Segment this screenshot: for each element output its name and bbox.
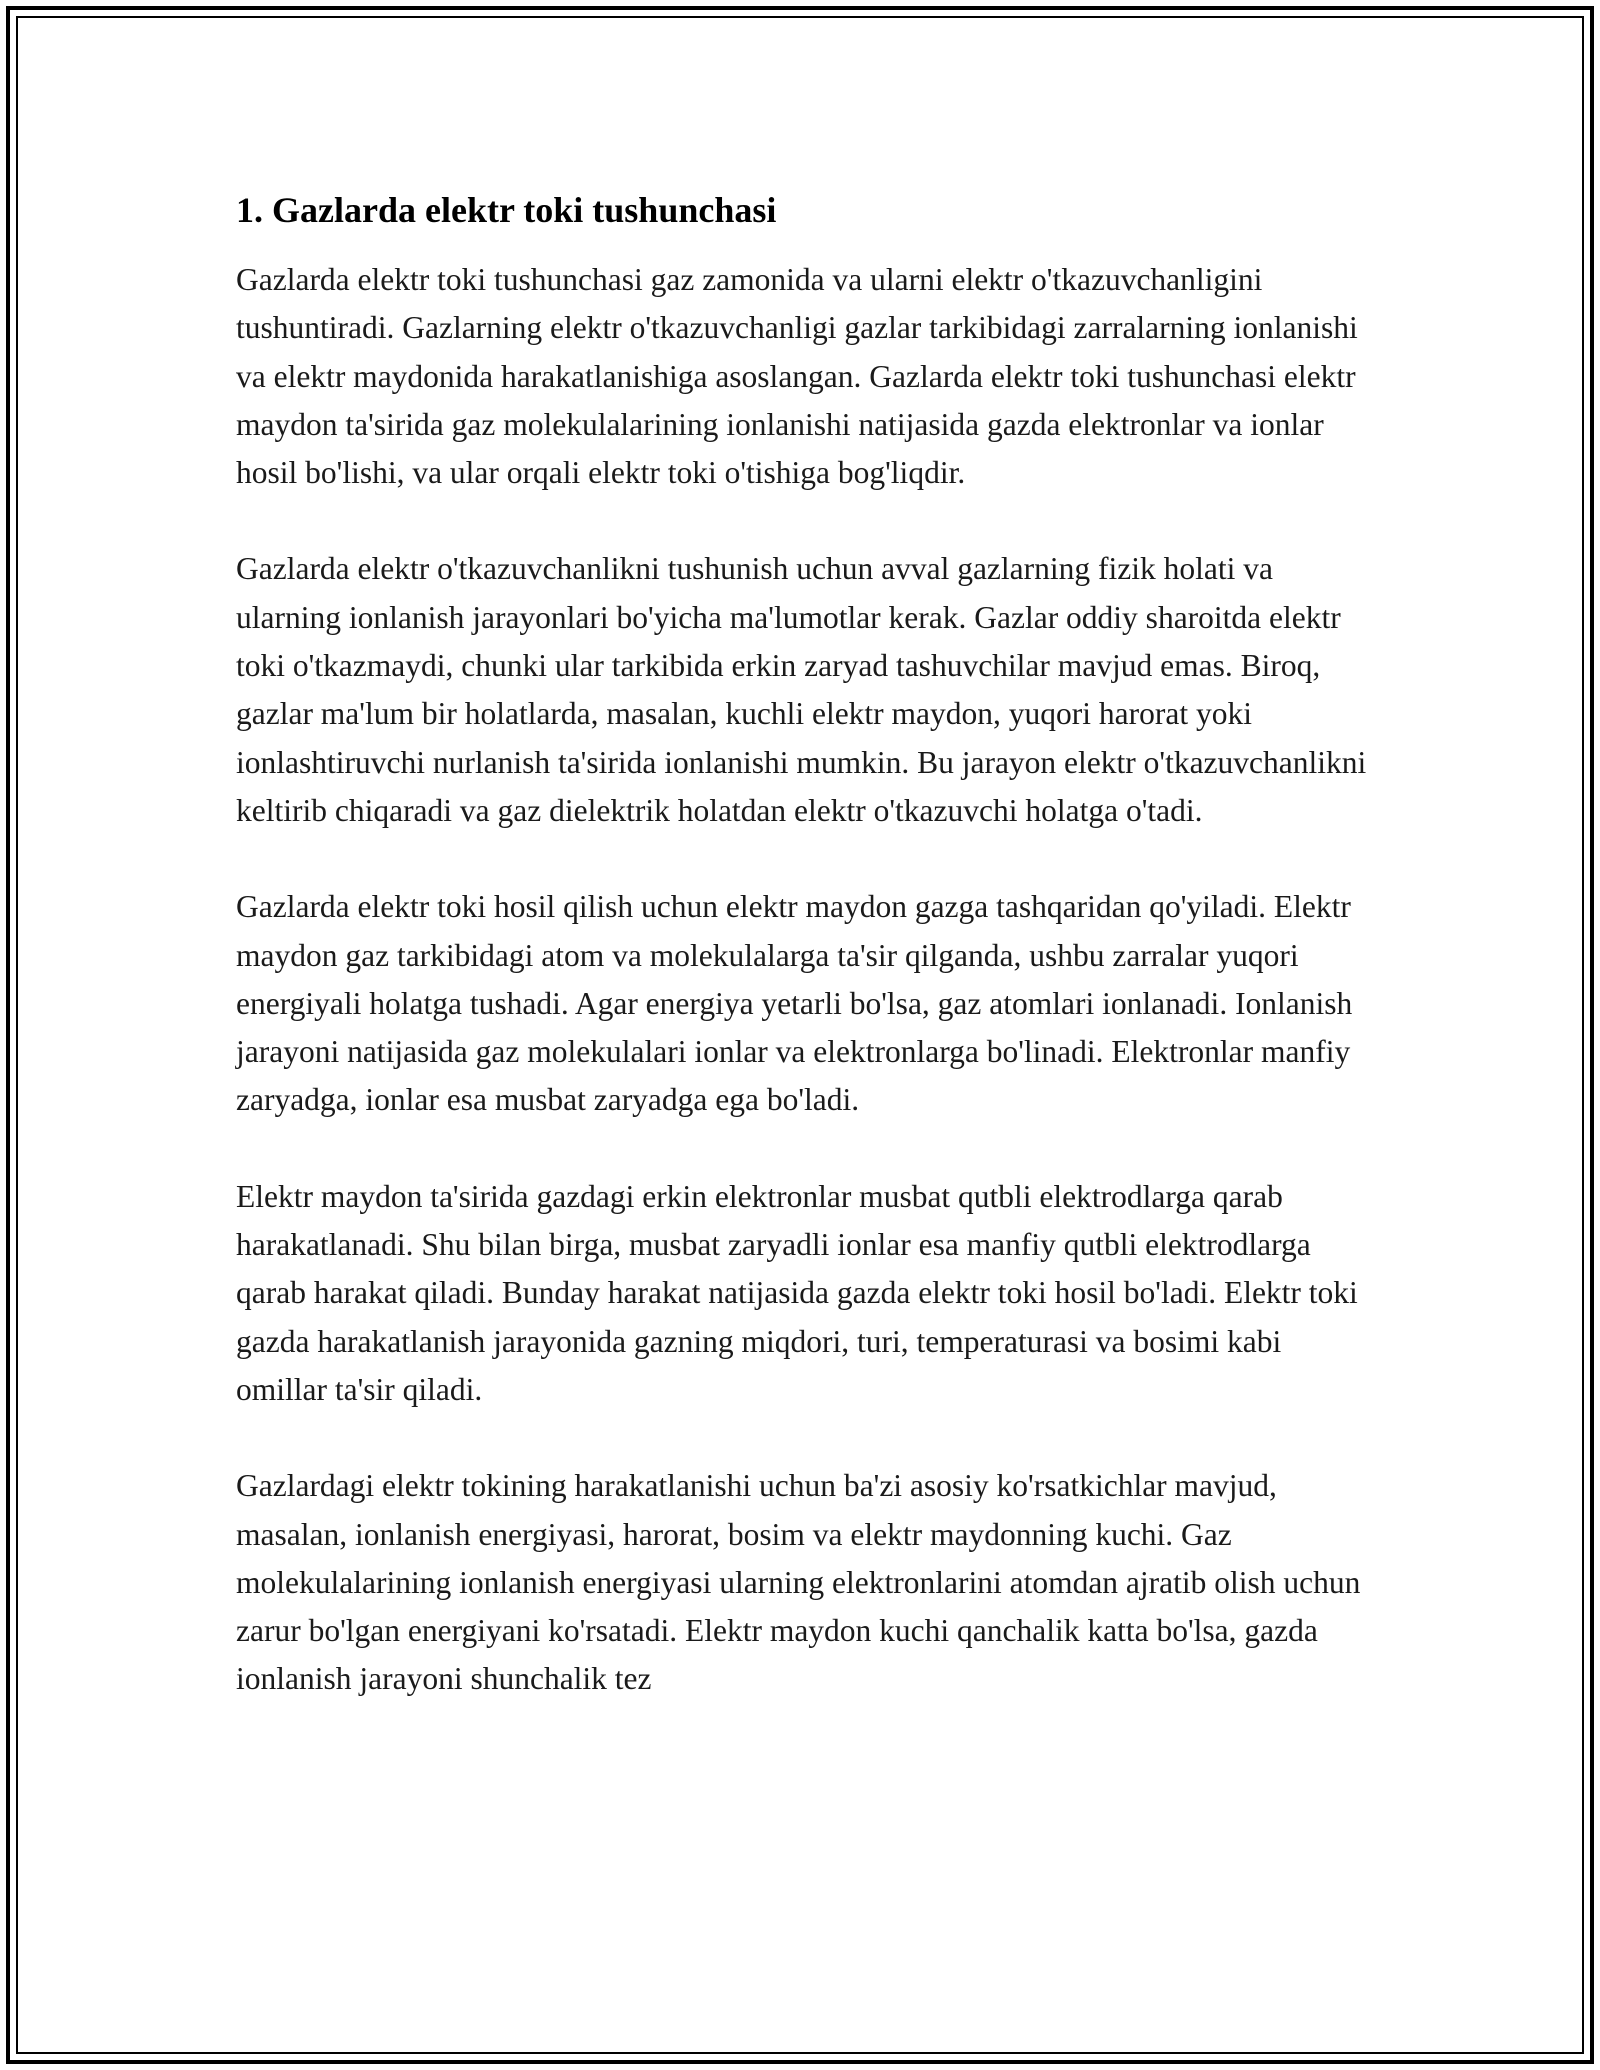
document-body — [236, 186, 1372, 1752]
paragraph-3: Gazlarda elektr toki hosil qilish uchun elektr maydon gazga tashqaridan qo'yiladi. Elektr maydon gaz tarkibidagi atom va molekulalarga ta'sir qilganda, ushbu zarralar yuqori energiyali holatga tushadi. Agar energiya yetarli bo'lsa, gaz atomlari ionlanadi. Ionlanish jarayoni natijasida gaz molekulalari ionlar va elektronlarga bo'linadi. Elektronlar manfiy zaryadga, ionlar esa musbat zaryadga ega bo'ladi. — [236, 889, 1353, 1118]
paragraph-5: Gazlardagi elektr tokining harakatlanishi uchun ba'zi asosiy ko'rsatkichlar mavjud, masalan, ionlanish energiyasi, harorat, bosim va elektr maydonning kuchi. Gaz molekulalarining ionlanish energiyasi ularning elektronlarini atomdan ajratib olish uchun zarur bo'lgan energiyani ko'rsatadi. Elektr maydon kuchi qanchalik katta bo'lsa, gazda ionlanish jarayoni shunchalik tez — [236, 1468, 1361, 1697]
paragraph-1: Gazlarda elektr toki tushunchasi gaz zamonida va ularni elektr o'tkazuvchanligini tushuntiradi. Gazlarning elektr o'tkazuvchanligi gazlar tarkibidagi zarralarning ionlanishi va elektr maydonida harakatlanishiga asoslangan. Gazlarda elektr toki tushunchasi elektr maydon ta'sirida gaz molekulalarining ionlanishi natijasida gazda elektronlar va ionlar hosil bo'lishi, va ular orqali elektr toki o'tishiga bog'liqdir. — [236, 262, 1358, 491]
paragraph-4: Elektr maydon ta'sirida gazdagi erkin elektronlar musbat qutbli elektrodlarga qarab harakatlanadi. Shu bilan birga, musbat zaryadli ionlar esa manfiy qutbli elektrodlarga qarab harakat qiladi. Bunday harakat natijasida gazda elektr toki hosil bo'ladi. Elektr toki gazda harakatlanish jarayonida gazning miqdori, turi, temperaturasi va bosimi kabi omillar ta'sir qiladi. — [236, 1178, 1358, 1407]
section-heading: 1. Gazlarda elektr toki tushunchasi — [236, 190, 777, 230]
paragraph-2: Gazlarda elektr o'tkazuvchanlikni tushunish uchun avval gazlarning fizik holati va ularning ionlanish jarayonlari bo'yicha ma'lumotlar kerak. Gazlar oddiy sharoitda elektr toki o'tkazmaydi, chunki ular tarkibida erkin zaryad tashuvchilar mavjud emas. Biroq, gazlar ma'lum bir holatlarda, masalan, kuchli elektr maydon, yuqori harorat yoki ionlashtiruvchi nurlanish ta'sirida ionlanishi mumkin. Bu jarayon elektr o'tkazuvchanlikni keltirib chiqaradi va gaz dielektrik holatdan elektr o'tkazuvchi holatga o'tadi. — [236, 551, 1367, 828]
